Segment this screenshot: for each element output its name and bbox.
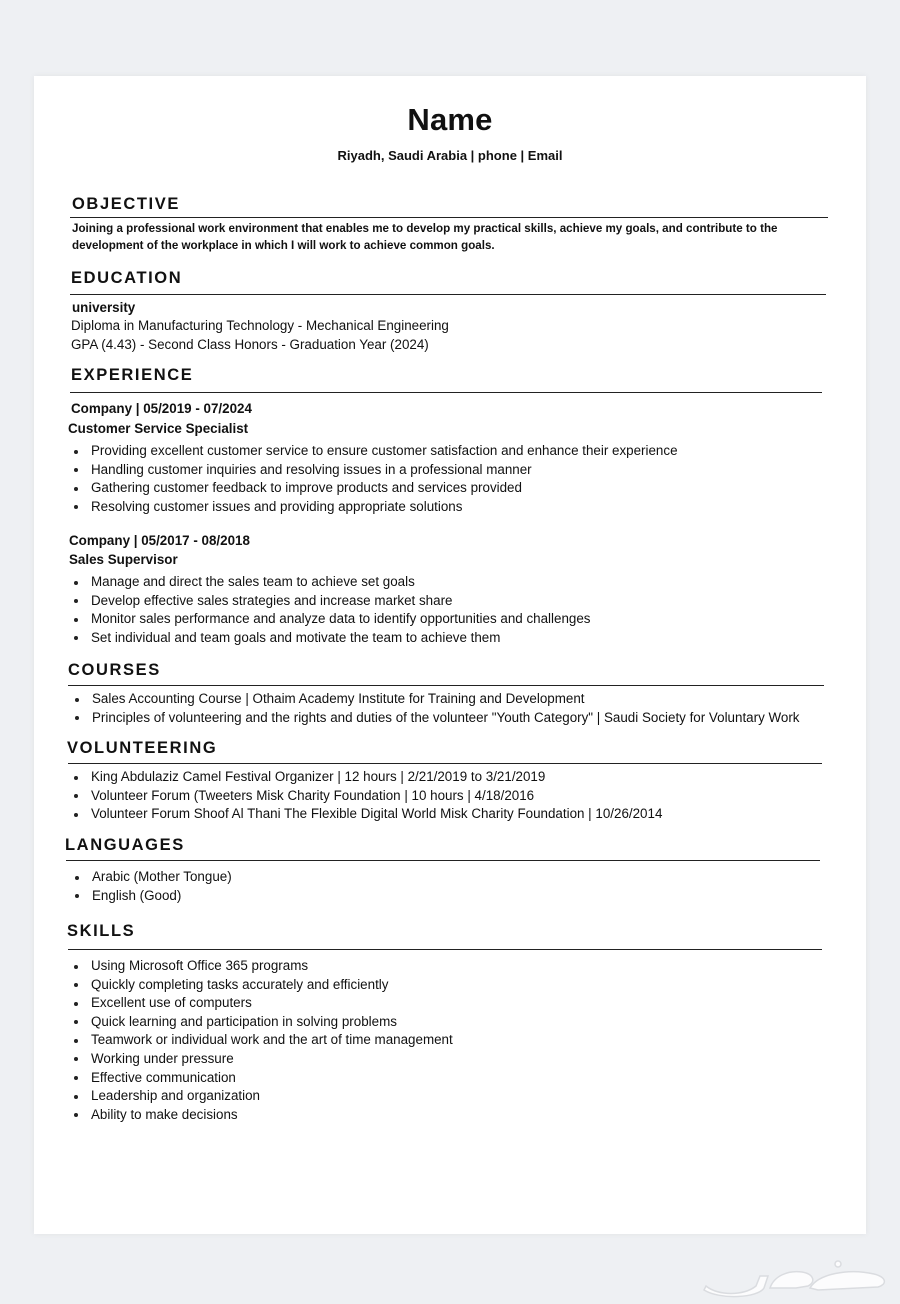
section-divider	[68, 763, 822, 764]
resume-name: Name	[407, 102, 493, 137]
list-item: Volunteer Forum Shoof Al Thani The Flexible Digital World Misk Charity Foundation | 10/26/2014	[69, 805, 662, 824]
volunteering-list	[69, 768, 662, 824]
list-item: Monitor sales performance and analyze data to identify opportunities and challenges	[69, 610, 590, 629]
section-title-skills: SKILLS	[67, 922, 136, 940]
section-divider	[68, 685, 824, 686]
education-gpa: GPA (4.43) - Second Class Honors - Graduation Year (2024)	[71, 337, 429, 352]
list-item: Quick learning and participation in solving problems	[69, 1013, 453, 1032]
section-title-education: EDUCATION	[71, 269, 183, 287]
list-item: King Abdulaziz Camel Festival Organizer | 12 hours | 2/21/2019 to 3/21/2019	[69, 768, 662, 787]
list-item: Teamwork or individual work and the art of time management	[69, 1031, 453, 1050]
list-item: Set individual and team goals and motivate the team to achieve them	[69, 629, 590, 648]
section-title-volunteering: VOLUNTEERING	[67, 739, 218, 757]
list-item: Principles of volunteering and the rights and duties of the volunteer "Youth Category" | Saudi Society for Voluntary Work	[70, 709, 799, 728]
job-duties-list	[69, 442, 678, 516]
section-title-objective: OBJECTIVE	[72, 195, 180, 213]
list-item: Excellent use of computers	[69, 994, 453, 1013]
section-divider	[66, 860, 820, 861]
job-role: Sales Supervisor	[69, 552, 178, 567]
list-item: Volunteer Forum (Tweeters Misk Charity Foundation | 10 hours | 4/18/2016	[69, 787, 662, 806]
list-item: Quickly completing tasks accurately and efficiently	[69, 976, 453, 995]
section-divider	[70, 392, 822, 393]
courses-list	[70, 690, 799, 727]
list-item: Leadership and organization	[69, 1087, 453, 1106]
objective-text: Joining a professional work environment that enables me to develop my practical skills, achieve my goals, and contribute to the development of the workplace in which I will work to achieve common goals.	[72, 222, 778, 252]
section-title-experience: EXPERIENCE	[71, 366, 194, 384]
list-item: Arabic (Mother Tongue)	[70, 868, 232, 887]
list-item: Develop effective sales strategies and increase market share	[69, 592, 590, 611]
list-item: Providing excellent customer service to ensure customer satisfaction and enhance their experience	[69, 442, 678, 461]
list-item: Effective communication	[69, 1069, 453, 1088]
haraj-logo-icon	[698, 1256, 894, 1300]
list-item: Sales Accounting Course | Othaim Academy Institute for Training and Development	[70, 690, 799, 709]
list-item: Handling customer inquiries and resolving issues in a professional manner	[69, 461, 678, 480]
list-item: Manage and direct the sales team to achieve set goals	[69, 573, 590, 592]
job-company-dates: Company | 05/2017 - 08/2018	[69, 533, 250, 548]
education-school: university	[72, 300, 136, 315]
list-item: English (Good)	[70, 887, 232, 906]
contact-line: Riyadh, Saudi Arabia | phone | Email	[337, 148, 563, 163]
list-item: Working under pressure	[69, 1050, 453, 1069]
list-item: Ability to make decisions	[69, 1106, 453, 1125]
languages-list	[70, 868, 232, 905]
resume-page	[34, 76, 866, 1234]
section-title-courses: COURSES	[68, 661, 161, 679]
list-item: Gathering customer feedback to improve products and services provided	[69, 479, 678, 498]
education-degree: Diploma in Manufacturing Technology - Mechanical Engineering	[71, 318, 449, 333]
list-item: Resolving customer issues and providing appropriate solutions	[69, 498, 678, 517]
list-item: Using Microsoft Office 365 programs	[69, 957, 453, 976]
job-role: Customer Service Specialist	[68, 421, 249, 436]
skills-list	[69, 957, 453, 1124]
section-title-languages: LANGUAGES	[65, 836, 185, 854]
section-divider	[70, 294, 826, 295]
job-duties-list	[69, 573, 590, 647]
section-divider	[68, 949, 822, 950]
section-divider	[70, 217, 828, 218]
job-company-dates: Company | 05/2019 - 07/2024	[71, 401, 252, 416]
